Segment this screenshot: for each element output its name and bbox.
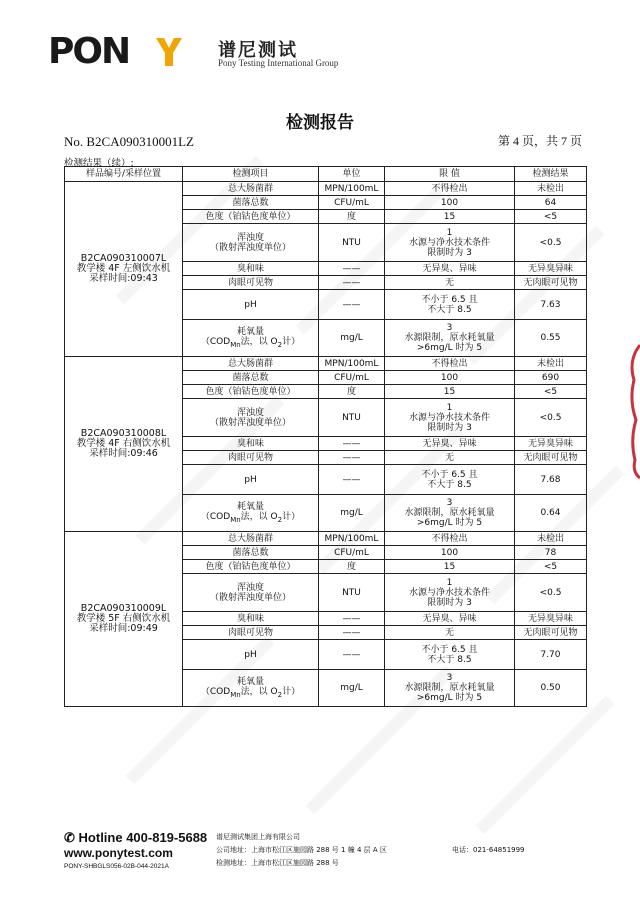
cell-line: 无异臭、异味 xyxy=(422,438,477,449)
cell-line: >6mg/L 时为 5 xyxy=(416,343,483,353)
cell-line: —— xyxy=(342,277,361,288)
cell-line: —— xyxy=(342,474,361,485)
sample-cell xyxy=(65,182,183,357)
item-cell xyxy=(183,182,319,196)
cell-line: —— xyxy=(342,627,361,638)
item-cell xyxy=(183,495,319,532)
table-row xyxy=(65,182,587,196)
cell-line: 无异臭异味 xyxy=(527,613,573,624)
cell-line: 无肉眼可见物 xyxy=(523,277,578,288)
limit-cell xyxy=(385,465,515,495)
unit-cell xyxy=(319,626,385,640)
cell-line: 限制时为 3 xyxy=(427,247,472,258)
results-table xyxy=(64,166,587,707)
cell-line: >6mg/L 时为 5 xyxy=(416,693,483,703)
cell-fragment: （COD xyxy=(200,336,231,347)
unit-cell xyxy=(319,210,385,224)
item-cell xyxy=(183,546,319,560)
cell-line: —— xyxy=(342,613,361,624)
cell-line: 7.63 xyxy=(540,299,561,310)
section-label: 检测结果（续）: xyxy=(64,158,134,169)
cell-line: 臭和味 xyxy=(236,438,264,449)
limit-cell xyxy=(385,262,515,276)
cell-line: 无 xyxy=(444,277,454,288)
cell-line: 690 xyxy=(541,372,560,383)
cell-line: 不小于 6.5 且 xyxy=(421,469,478,480)
cell-line: 总大肠菌群 xyxy=(227,533,273,544)
result-cell xyxy=(515,465,587,495)
unit-cell xyxy=(319,465,385,495)
result-cell xyxy=(515,532,587,546)
item-cell xyxy=(183,357,319,371)
item-cell xyxy=(183,276,319,290)
item-cell xyxy=(183,560,319,574)
item-cell xyxy=(183,210,319,224)
cell-line: CFU/mL xyxy=(334,372,369,383)
cell-line: —— xyxy=(342,452,361,463)
result-cell xyxy=(515,670,587,707)
item-cell xyxy=(183,399,319,437)
cell-line: 7.70 xyxy=(540,649,561,660)
cell-line xyxy=(183,337,318,350)
item-cell xyxy=(183,290,319,320)
result-cell xyxy=(515,451,587,465)
cell-line: 度 xyxy=(346,211,356,222)
item-cell xyxy=(183,385,319,399)
company-address: 公司地址：上海市松江区施园路 288 号 1 幢 4 层 A 区 xyxy=(216,846,387,854)
item-cell xyxy=(183,196,319,210)
result-cell xyxy=(515,560,587,574)
unit-cell xyxy=(319,262,385,276)
header-unit: 单位 xyxy=(319,167,385,182)
limit-cell xyxy=(385,276,515,290)
unit-cell xyxy=(319,560,385,574)
limit-cell xyxy=(385,210,515,224)
result-cell xyxy=(515,210,587,224)
cell-line: MPN/100mL xyxy=(324,183,379,194)
cell-line: 水源限制，原水耗氧量 xyxy=(404,508,495,518)
document-title: 检测报告 xyxy=(286,113,354,133)
document-code: PONY-SHBGLS056-02B-044-2021A xyxy=(64,863,169,870)
limit-cell xyxy=(385,532,515,546)
cell-line: 总大肠菌群 xyxy=(227,183,273,194)
unit-cell xyxy=(319,670,385,707)
item-cell xyxy=(183,371,319,385)
sample-line: B2CA090310007L xyxy=(80,253,167,264)
test-address: 检测地址：上海市松江区施园路 288 号 xyxy=(216,859,339,867)
cell-line: 无 xyxy=(444,627,454,638)
limit-cell xyxy=(385,495,515,532)
limit-cell xyxy=(385,290,515,320)
cell-line: （散射浑浊度单位） xyxy=(209,592,291,603)
result-cell xyxy=(515,196,587,210)
company-name: 谱尼测试集团上海有限公司 xyxy=(216,833,300,841)
hotline: ✆ Hotline 400-819-5688 xyxy=(64,830,208,845)
sample-line: 采样时间:09:49 xyxy=(89,623,158,634)
limit-cell xyxy=(385,320,515,357)
result-cell xyxy=(515,437,587,451)
limit-cell xyxy=(385,670,515,707)
cell-line: 总大肠菌群 xyxy=(227,358,273,369)
cell-line: 色度（铂钴色度单位） xyxy=(205,211,296,222)
sample-cell xyxy=(65,532,183,707)
result-cell xyxy=(515,495,587,532)
cell-line: 不小于 6.5 且 xyxy=(421,644,478,655)
cell-line: 水源与净水技术条件 xyxy=(408,237,490,248)
cell-line: >6mg/L 时为 5 xyxy=(416,518,483,528)
cell-line: 64 xyxy=(544,197,557,208)
result-cell xyxy=(515,357,587,371)
cell-line: 无异臭、异味 xyxy=(422,263,477,274)
sample-line: B2CA090310009L xyxy=(80,603,167,614)
sample-line: 教学楼 4F 右侧饮水机 xyxy=(76,438,171,449)
result-cell xyxy=(515,399,587,437)
report-number: No. B2CA090310001LZ xyxy=(64,134,194,149)
item-cell xyxy=(183,224,319,262)
cell-line: 臭和味 xyxy=(236,263,264,274)
cell-line: 浑浊度 xyxy=(236,232,264,243)
header-sample: 样品编号/采样位置 xyxy=(65,167,183,182)
cell-line: 度 xyxy=(346,386,356,397)
result-cell xyxy=(515,182,587,196)
header-item: 检测项目 xyxy=(183,167,319,182)
limit-cell xyxy=(385,371,515,385)
cell-line: 无肉眼可见物 xyxy=(523,627,578,638)
unit-cell xyxy=(319,182,385,196)
subscript: 2 xyxy=(277,515,283,524)
cell-line: 无肉眼可见物 xyxy=(523,452,578,463)
cell-fragment: 计） xyxy=(282,336,301,347)
cell-line: <0.5 xyxy=(539,587,562,598)
cell-line: 耗氧量 xyxy=(236,501,264,512)
unit-cell xyxy=(319,196,385,210)
cell-line: —— xyxy=(342,299,361,310)
limit-cell xyxy=(385,224,515,262)
cell-line: 1 xyxy=(446,227,453,238)
cell-line: NTU xyxy=(342,412,361,423)
cell-line: 水源限制，原水耗氧量 xyxy=(404,683,495,693)
cell-line: 耗氧量 xyxy=(236,676,264,687)
cell-line: <0.5 xyxy=(539,412,562,423)
cell-fragment: 法，以 O xyxy=(240,686,278,697)
cell-line: MPN/100mL xyxy=(324,358,379,369)
cell-line: pH xyxy=(244,299,257,310)
cell-line: 菌落总数 xyxy=(232,547,269,558)
unit-cell xyxy=(319,320,385,357)
cell-line: 3 xyxy=(446,323,453,333)
cell-line: 15 xyxy=(443,561,456,572)
limit-cell xyxy=(385,196,515,210)
cell-line: 色度（铂钴色度单位） xyxy=(205,386,296,397)
cell-line: mg/L xyxy=(340,333,363,343)
cell-line: 100 xyxy=(440,547,459,558)
cell-line: NTU xyxy=(342,237,361,248)
cell-line: 肉眼可见物 xyxy=(227,277,273,288)
cell-line: 肉眼可见物 xyxy=(227,452,273,463)
cell-line: CFU/mL xyxy=(334,547,369,558)
unit-cell xyxy=(319,546,385,560)
pony-logo xyxy=(48,31,348,74)
cell-line: 无异臭、异味 xyxy=(422,613,477,624)
cell-line: 无异臭异味 xyxy=(527,263,573,274)
limit-cell xyxy=(385,612,515,626)
sample-line: B2CA090310008L xyxy=(80,428,167,439)
cell-line: 15 xyxy=(443,211,456,222)
cell-line: —— xyxy=(342,263,361,274)
cell-line: 不得检出 xyxy=(431,358,468,369)
cell-line: 菌落总数 xyxy=(232,197,269,208)
cell-line: 臭和味 xyxy=(236,613,264,624)
item-cell xyxy=(183,574,319,612)
cell-line xyxy=(183,512,318,525)
result-cell xyxy=(515,640,587,670)
cell-line: 不大于 8.5 xyxy=(427,304,472,315)
unit-cell xyxy=(319,495,385,532)
subscript: 2 xyxy=(277,340,283,349)
cell-fragment: 法，以 O xyxy=(240,336,278,347)
cell-line: 7.68 xyxy=(540,474,561,485)
result-cell xyxy=(515,262,587,276)
cell-line: 限制时为 3 xyxy=(427,597,472,608)
table-row xyxy=(65,532,587,546)
limit-cell xyxy=(385,560,515,574)
result-cell xyxy=(515,320,587,357)
cell-line: 100 xyxy=(440,372,459,383)
cell-fragment: 计） xyxy=(282,686,301,697)
item-cell xyxy=(183,532,319,546)
page-indicator: 第 4 页，共 7 页 xyxy=(497,134,582,148)
result-cell xyxy=(515,626,587,640)
cell-line: 无异臭异味 xyxy=(527,438,573,449)
result-cell xyxy=(515,385,587,399)
sample-line: 采样时间:09:46 xyxy=(89,448,158,459)
cell-line: 3 xyxy=(446,673,453,683)
cell-line: 限制时为 3 xyxy=(427,422,472,433)
cell-line: （散射浑浊度单位） xyxy=(209,242,291,253)
limit-cell xyxy=(385,399,515,437)
item-cell xyxy=(183,640,319,670)
cell-line: pH xyxy=(244,649,257,660)
limit-cell xyxy=(385,451,515,465)
header-limit: 限 值 xyxy=(385,167,515,182)
item-cell xyxy=(183,612,319,626)
cell-line: pH xyxy=(244,474,257,485)
result-cell xyxy=(515,224,587,262)
cell-line: 菌落总数 xyxy=(232,372,269,383)
logo-chinese-name: 谱尼测试 xyxy=(218,40,298,61)
item-cell xyxy=(183,465,319,495)
cell-line: 不大于 8.5 xyxy=(427,654,472,665)
cell-line: 15 xyxy=(443,386,456,397)
item-cell xyxy=(183,626,319,640)
result-cell xyxy=(515,546,587,560)
limit-cell xyxy=(385,357,515,371)
subscript: Mn xyxy=(230,690,241,699)
unit-cell xyxy=(319,385,385,399)
cell-line: <5 xyxy=(543,211,558,222)
cell-line: <5 xyxy=(543,561,558,572)
unit-cell xyxy=(319,357,385,371)
cell-line: —— xyxy=(342,438,361,449)
cell-fragment: （COD xyxy=(200,686,231,697)
unit-cell xyxy=(319,399,385,437)
company-phone: 电话：021-64851999 xyxy=(452,846,525,854)
cell-line: 100 xyxy=(440,197,459,208)
cell-line: —— xyxy=(342,649,361,660)
limit-cell xyxy=(385,546,515,560)
cell-line: 0.50 xyxy=(540,683,561,693)
item-cell xyxy=(183,262,319,276)
unit-cell xyxy=(319,574,385,612)
unit-cell xyxy=(319,640,385,670)
unit-cell xyxy=(319,437,385,451)
cell-line: 水源与净水技术条件 xyxy=(408,412,490,423)
limit-cell xyxy=(385,182,515,196)
item-cell xyxy=(183,320,319,357)
unit-cell xyxy=(319,290,385,320)
table-row xyxy=(65,357,587,371)
cell-line: 0.55 xyxy=(540,333,561,343)
limit-cell xyxy=(385,385,515,399)
cell-line: 水源限制，原水耗氧量 xyxy=(404,333,495,343)
subscript: Mn xyxy=(230,515,241,524)
item-cell xyxy=(183,451,319,465)
result-cell xyxy=(515,290,587,320)
cell-line: 未检出 xyxy=(536,183,564,194)
sample-line: 教学楼 5F 右侧饮水机 xyxy=(76,613,171,624)
cell-line: <0.5 xyxy=(539,237,562,248)
result-cell xyxy=(515,276,587,290)
cell-line: 浑浊度 xyxy=(236,407,264,418)
limit-cell xyxy=(385,626,515,640)
limit-cell xyxy=(385,437,515,451)
logo-wordmark: PON xyxy=(48,31,130,72)
cell-line: <5 xyxy=(543,386,558,397)
cell-line: 0.64 xyxy=(540,508,561,518)
cell-line xyxy=(183,687,318,700)
cell-line: CFU/mL xyxy=(334,197,369,208)
phone-icon: ✆ xyxy=(64,830,75,845)
page-footer xyxy=(64,830,594,870)
red-seal-stamp xyxy=(626,340,640,480)
subscript: 2 xyxy=(277,690,283,699)
logo-english-name: Pony Testing International Group xyxy=(218,58,339,68)
table-header-row xyxy=(65,167,587,182)
cell-line: NTU xyxy=(342,587,361,598)
cell-line: MPN/100mL xyxy=(324,533,379,544)
website-link[interactable]: www.ponytest.com xyxy=(64,846,173,860)
result-cell xyxy=(515,574,587,612)
cell-fragment: （COD xyxy=(200,511,231,522)
cell-fragment: 计） xyxy=(282,511,301,522)
cell-line: 水源与净水技术条件 xyxy=(408,587,490,598)
cell-line: 1 xyxy=(446,577,453,588)
unit-cell xyxy=(319,532,385,546)
sample-line: 教学楼 4F 左侧饮水机 xyxy=(76,263,171,274)
cell-line: 无 xyxy=(444,452,454,463)
logo-y-mark xyxy=(156,38,182,66)
cell-line: 色度（铂钴色度单位） xyxy=(205,561,296,572)
cell-line: 不大于 8.5 xyxy=(427,479,472,490)
cell-line: 肉眼可见物 xyxy=(227,627,273,638)
cell-line: 度 xyxy=(346,561,356,572)
item-cell xyxy=(183,670,319,707)
cell-line: 不小于 6.5 且 xyxy=(421,294,478,305)
cell-line: 3 xyxy=(446,498,453,508)
unit-cell xyxy=(319,224,385,262)
unit-cell xyxy=(319,451,385,465)
cell-line: 未检出 xyxy=(536,533,564,544)
cell-line: 浑浊度 xyxy=(236,582,264,593)
sample-cell xyxy=(65,357,183,532)
result-cell xyxy=(515,371,587,385)
cell-line: 78 xyxy=(544,547,557,558)
header-result: 检测结果 xyxy=(515,167,587,182)
cell-line: 耗氧量 xyxy=(236,326,264,337)
cell-line: 未检出 xyxy=(536,358,564,369)
cell-line: （散射浑浊度单位） xyxy=(209,417,291,428)
cell-fragment: 法，以 O xyxy=(240,511,278,522)
subscript: Mn xyxy=(230,340,241,349)
cell-line: 不得检出 xyxy=(431,183,468,194)
unit-cell xyxy=(319,276,385,290)
cell-line: 不得检出 xyxy=(431,533,468,544)
cell-line: mg/L xyxy=(340,508,363,518)
unit-cell xyxy=(319,612,385,626)
cell-line: 1 xyxy=(446,402,453,413)
result-cell xyxy=(515,612,587,626)
item-cell xyxy=(183,437,319,451)
limit-cell xyxy=(385,574,515,612)
unit-cell xyxy=(319,371,385,385)
limit-cell xyxy=(385,640,515,670)
sample-line: 采样时间:09:43 xyxy=(89,273,158,284)
cell-line: mg/L xyxy=(340,683,363,693)
